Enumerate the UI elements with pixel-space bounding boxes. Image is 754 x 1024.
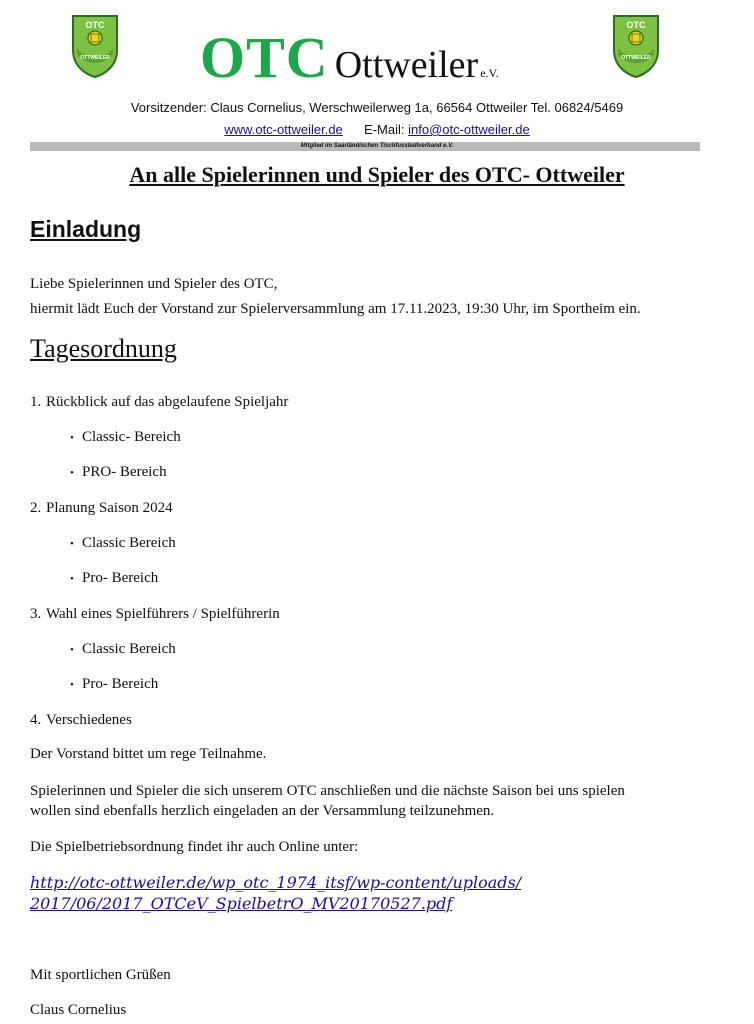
brand-suffix: e.V. <box>480 66 499 80</box>
agenda-subitem: • Pro- Bereich <box>70 570 159 586</box>
agenda-item <box>30 394 288 411</box>
newcomers-line-1: Spielerinnen und Spieler die sich unserem OTC anschließen und die nächste Saison bei uns spielen <box>30 783 625 799</box>
agenda-subitem: • Classic Bereich <box>70 535 176 551</box>
intro-text: hiermit lädt Euch der Vorstand zur Spielerversammlung am 17.11.2023, 19:30 Uhr, im Sportheim ein. <box>30 301 641 317</box>
brand-otc: OTC <box>200 25 329 90</box>
rules-link-line-1[interactable]: http://otc-ottweiler.de/wp_otc_1974_itsf/wp-content/uploads/ <box>30 873 522 892</box>
bullet-icon: • <box>70 679 74 691</box>
attendance-request: Der Vorstand bittet um rege Teilnahme. <box>30 746 267 762</box>
bullet-icon: • <box>70 432 74 444</box>
ball-icon <box>629 31 643 45</box>
brand-name: Ottweiler <box>334 44 479 86</box>
bullet-icon: • <box>70 467 74 479</box>
agenda-label: Planung Saison 2024 <box>46 500 173 516</box>
logo-text: OTC <box>85 20 105 30</box>
email-link[interactable]: info@otc-ottweiler.de <box>408 122 530 137</box>
ball-icon <box>88 31 102 45</box>
logo-ribbon-text: OTTWEILER <box>80 55 110 61</box>
agenda-subitem: • PRO- Bereich <box>70 464 167 480</box>
agenda-subitem: • Classic- Bereich <box>70 429 181 445</box>
agenda-number: 3. <box>30 606 42 622</box>
signature: Claus Cornelius <box>30 1002 127 1018</box>
bullet-icon: • <box>70 573 74 585</box>
newcomers-line-2: wollen sind ebenfalls herzlich eingeladen an der Versammlung teilzunehmen. <box>30 803 495 819</box>
contact-links <box>0 122 754 137</box>
website-link[interactable]: www.otc-ottweiler.de <box>224 122 343 137</box>
membership-text: Mitglied im Saarländischen Tischfussballverband e.V. <box>300 143 454 149</box>
email-label: E-Mail: <box>364 122 405 137</box>
rules-link-line-2[interactable]: 2017/06/2017_OTCeV_SpielbetrO_MV20170527.pdf <box>30 894 453 913</box>
agenda-number: 2. <box>30 500 42 516</box>
agenda-label: Verschiedenes <box>46 712 132 728</box>
online-note: Die Spielbetriebsordnung findet ihr auch Online unter: <box>30 839 359 855</box>
agenda-number: 4. <box>30 712 42 728</box>
greeting: Liebe Spielerinnen und Spieler des OTC, <box>30 276 278 292</box>
einladung-heading: Einladung <box>30 216 142 242</box>
agenda-title: Tagesordnung <box>30 334 177 363</box>
closing: Mit sportlichen Grüßen <box>30 967 171 983</box>
letter-title: An alle Spielerinnen und Spieler des OTC- Ottweiler <box>129 162 625 187</box>
agenda-number: 1. <box>30 394 42 410</box>
agenda-subitem: • Pro- Bereich <box>70 676 159 692</box>
agenda-label: Wahl eines Spielführers / Spielführerin <box>46 606 280 622</box>
contact-line: Vorsitzender: Claus Cornelius, Werschweilerweg 1a, 66564 Ottweiler Tel. 06824/5469 <box>130 100 624 115</box>
agenda-label: Rückblick auf das abgelaufene Spieljahr <box>46 394 289 410</box>
club-logo-left <box>71 14 119 78</box>
agenda-item <box>30 606 280 623</box>
agenda-subitem: • Classic Bereich <box>70 641 176 657</box>
bullet-icon: • <box>70 644 74 656</box>
logo-text: OTC <box>626 20 646 30</box>
agenda-item <box>30 712 132 729</box>
club-logo-right <box>612 14 660 78</box>
brand-title <box>200 24 499 91</box>
agenda-item <box>30 500 173 517</box>
logo-ribbon-text: OTTWEILER <box>621 55 651 61</box>
bullet-icon: • <box>70 538 74 550</box>
